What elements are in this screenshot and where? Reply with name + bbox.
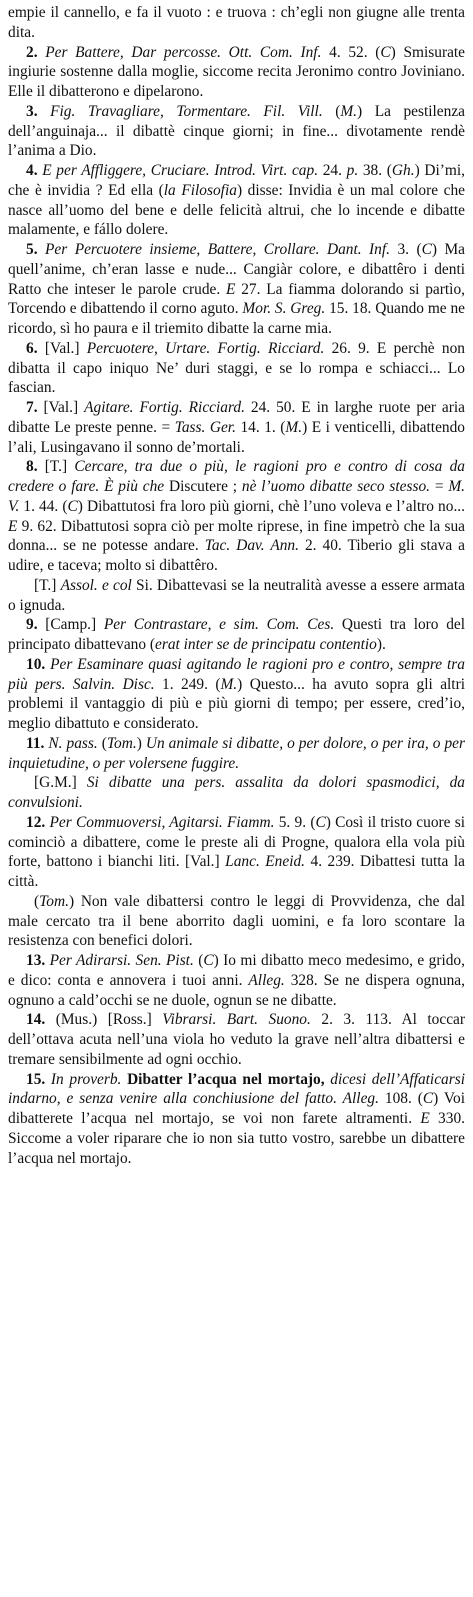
entry-paragraph <box>8 102 465 161</box>
text-run: [Val.] <box>43 399 85 416</box>
entry-paragraph <box>8 576 465 616</box>
entry-paragraph <box>8 339 465 398</box>
text-run: ). <box>376 636 386 653</box>
italic-run: Assol. e col <box>60 576 132 594</box>
text-run: 330. Siccome a voler riparare che io non sia tutto vostro, sarebbe un dibattere l’acqua nel mortajo. <box>8 1110 465 1167</box>
text-run: ) Io mi dibatto meco medesimo, e grido, e dico: conta e annovera i tuoi anni. <box>8 952 465 989</box>
italic-run: In proverb. <box>50 1070 122 1088</box>
italic-run: Per Percuotere insieme, Battere, Crollare. Dant. Inf. <box>45 241 390 258</box>
italic-run: C <box>422 1090 434 1108</box>
italic-run: Si dibatte una pers. assalita da dolori spasmodici, da convulsioni. <box>8 774 466 811</box>
italic-run: E per Affliggere, Cruciare. Introd. Virt. cap. <box>42 162 319 179</box>
sense-number: 4. <box>26 162 43 179</box>
text-run: 5. 9. ( <box>274 813 316 831</box>
italic-run: p. <box>346 162 359 179</box>
sense-number: 9. <box>26 616 46 634</box>
sense-number: 10. <box>26 655 51 673</box>
text-run: 38. ( <box>358 162 392 179</box>
italic-run: Per Commuoversi, Agitarsi. Fiamm. <box>49 813 275 831</box>
italic-run: Cercare, tra due o più, le ragioni pro e contro di cosa da credere o fare. È più che <box>8 458 465 495</box>
italic-run: Tass. Ger. <box>174 418 236 436</box>
entry-paragraph <box>8 813 465 892</box>
sense-number: 8. <box>26 458 45 476</box>
italic-run: Tac. Dav. Ann. <box>204 537 299 555</box>
text-run: Si. Dibattevasi se la neutralità avesse a essere armata o ignuda. <box>8 576 465 614</box>
text-run: ) disse: Invidia è un mal colore che nasce all’uomo del bene e delle felicità altrui, che lo incende e dibatte malamente, e fállo dolere. <box>8 181 465 239</box>
text-run: 14. 1. ( <box>235 418 286 436</box>
entry-paragraph <box>8 3 465 43</box>
text-run: ) Ma quell’anime, ch’eran lasse e nude... Cangiàr colore, e dibattêro i denti Ratto che inteser le parole crude. <box>8 241 465 298</box>
sense-number: 7. <box>26 399 44 416</box>
text-run: [Val.] <box>44 339 87 357</box>
text-run: (Mus.) [Ross.] <box>55 1011 163 1029</box>
sense-number: 3. <box>26 102 51 120</box>
text-run: empie il cannello, e fa il vuoto : e truova : ch’egli non giugne alle trenta dita. <box>8 4 465 41</box>
text-run: ) Voi dibatterete l’acqua nel mortajo, se voi non farete altramenti. <box>8 1090 465 1127</box>
sense-number: 14. <box>26 1011 56 1029</box>
italic-run: M. <box>285 418 303 436</box>
italic-run: M. <box>220 675 238 693</box>
italic-run: erat inter se de principatu contentio <box>155 636 377 653</box>
italic-run: Mor. S. Greg. <box>242 300 326 318</box>
entry-paragraph <box>8 892 465 951</box>
text-run: ) <box>136 734 146 752</box>
entry-paragraph <box>8 773 465 813</box>
text-run: = <box>430 478 449 495</box>
entry-paragraph <box>8 1010 465 1069</box>
italic-run: Percuotere, Urtare. Fortig. Ricciard. <box>86 339 325 357</box>
text-run: [G.M.] <box>34 774 87 792</box>
entry-paragraph <box>8 398 465 457</box>
sense-number: 6. <box>26 339 45 357</box>
text-run: ( <box>97 734 107 752</box>
text-run: 2. 40. Tiberio gli stava a udire, e taceva; molto si dibattêro. <box>8 537 465 574</box>
italic-run: Un animale si dibatte, o per dolore, o per ira, o per inquietudine, o per volersene fuggire. <box>8 734 465 772</box>
entry-paragraph <box>8 43 465 102</box>
italic-run: Per Contrastare, e sim. Com. Ces. <box>103 616 335 634</box>
text-run: ) Smisurate ingiurie sostenne dalla moglie, siccome recita Jeronimo contro Joviniano. Elle il dibatterono e dipelarono. <box>8 43 466 100</box>
italic-run: C <box>315 813 326 831</box>
entry-paragraph <box>8 457 465 576</box>
text-run: ( <box>322 102 341 120</box>
text-run: 9. 62. Dibattutosi sopra ciò per molte riprese, in fine impetrò che la sua donna... se ne potesse andare. <box>8 517 465 555</box>
text-run: 3. ( <box>390 241 422 258</box>
italic-run: la Filosofia <box>163 181 237 199</box>
italic-run: M. <box>340 102 358 120</box>
entry-paragraph <box>8 240 465 339</box>
text-run: 108. ( <box>378 1090 423 1108</box>
text-run: ) Non vale dibattersi contro le leggi di Provvidenza, che dal male cercato tra il bene aborrito dagli uomini, e fa loro scontare la resistenza con benefici dolori. <box>8 892 465 950</box>
italic-run: Per Adirarsi. Sen. Pist. <box>49 952 194 969</box>
entry-paragraph <box>8 161 465 240</box>
text-run: 1. 249. ( <box>154 675 221 693</box>
text-run: 4. 52. ( <box>321 43 381 61</box>
bold-run: Dibatter l’acqua nel mortajo, <box>127 1070 325 1088</box>
text-run: 24. 50. E in larghe ruote per aria dibatte Le preste penne. = <box>8 399 465 436</box>
text-run: Discutere ; <box>164 478 242 495</box>
italic-run: Vibrarsi. Bart. Suono. <box>162 1011 311 1029</box>
italic-run: C <box>67 497 78 515</box>
text-run: ( <box>193 952 204 969</box>
text-run: 328. Se ne dispera ognuna, ognuno a cald’occhi se ne duole, ognun se ne dibatte. <box>8 971 465 1009</box>
sense-number: 11. <box>26 734 49 752</box>
entry-paragraph <box>8 1070 465 1169</box>
italic-run: Agitare. Fortig. Ricciard. <box>84 399 245 416</box>
italic-run: dicesi dell’Affaticarsi indarno, e senza venire alla conchiusione del fatto. Alleg. <box>8 1070 465 1108</box>
italic-run: Tom. <box>106 734 137 752</box>
italic-run: E <box>8 517 18 535</box>
sense-number: 13. <box>26 952 50 969</box>
text-run: 2. 3. 113. Al toccar dell’ottava acuta nell’una viola ho veduto la grave nell’altra dibattersi e tremare sensibilmente ad ogni occhio. <box>8 1011 465 1068</box>
entry-paragraph <box>8 615 465 655</box>
sense-number: 12. <box>26 813 50 831</box>
italic-run: Lanc. Eneid. <box>225 853 306 871</box>
text-run: ( <box>34 892 40 910</box>
italic-run: Per Esaminare quasi agitando le ragioni pro e contro, sempre tra più pers. Salvin. Disc. <box>8 655 465 693</box>
text-run: ) E i venticelli, dibattendo l’ali, Lusingavano il sonno de’mortali. <box>8 418 465 456</box>
text-run: ) Così il tristo cuore si cominciò a dibattere, come le preste ali di Progne, qualora ella vola più forte, battono i bianchi liti. [Val.] <box>8 813 465 871</box>
italic-run: E <box>226 280 236 298</box>
italic-run: E <box>420 1110 430 1127</box>
text-run: [T.] <box>44 458 75 476</box>
italic-run: Alleg. <box>248 971 285 989</box>
text-run: ) Dibattutosi fra loro più giorni, chè l’uno voleva e l’altro no... <box>77 497 465 515</box>
entry-paragraph <box>8 951 465 1010</box>
sense-number: 2. <box>26 43 46 61</box>
text-run: 26. 9. E perchè non dibatta il capo iniquo Ne’ duri staggi, e se lo rompa e schiacci... Lo fascian. <box>8 339 465 397</box>
text-run: Questi tra loro del principato dibattevano ( <box>8 616 465 653</box>
italic-run: Fig. Travagliare, Tormentare. Fil. Vill. <box>50 102 323 120</box>
italic-run: M. V. <box>8 478 465 515</box>
text-run: ) Di’mi, che è invidia ? Ed ella ( <box>8 162 465 199</box>
text-run: ) La pestilenza dell’anguinaja... il dibattè cinque giorni; in fine... divotamente rendè l’anima a Dio. <box>8 102 465 160</box>
entry-paragraph <box>8 734 465 774</box>
italic-run: Tom. <box>39 892 69 910</box>
sense-number: 15. <box>26 1070 51 1088</box>
text-run: [Camp.] <box>45 616 104 634</box>
italic-run: nè l’uomo dibatte seco stesso. <box>241 478 430 495</box>
entry-paragraph <box>8 655 465 734</box>
text-run: 4. 239. Dibattesi tutta la città. <box>8 853 465 890</box>
text-run: 27. La fiamma dolorando si partìo, Torcendo e dibattendo il corno aguto. <box>8 280 465 318</box>
italic-run: C <box>203 952 214 969</box>
text-run: 15. 18. Quando me ne ricordo, sì ho paura e il triemito dibatte la carne mia. <box>8 300 465 337</box>
text-run: ) Questo... ha avuto sopra gli altri problemi il vantaggio di più e più giorni di tempo; per essere, cred’io, meglio dibattuto e considerato. <box>8 675 465 732</box>
sense-number: 5. <box>26 241 46 258</box>
italic-run: N. pass. <box>48 734 98 752</box>
italic-run: Per Battere, Dar percosse. Ott. Com. Inf. <box>45 43 322 61</box>
text-run: 1. 44. ( <box>19 497 68 515</box>
italic-run: C <box>421 241 432 258</box>
italic-run: C <box>380 43 391 61</box>
italic-run: Gh. <box>391 162 415 179</box>
text-run: 24. <box>318 162 347 179</box>
text-run: [T.] <box>34 576 61 594</box>
